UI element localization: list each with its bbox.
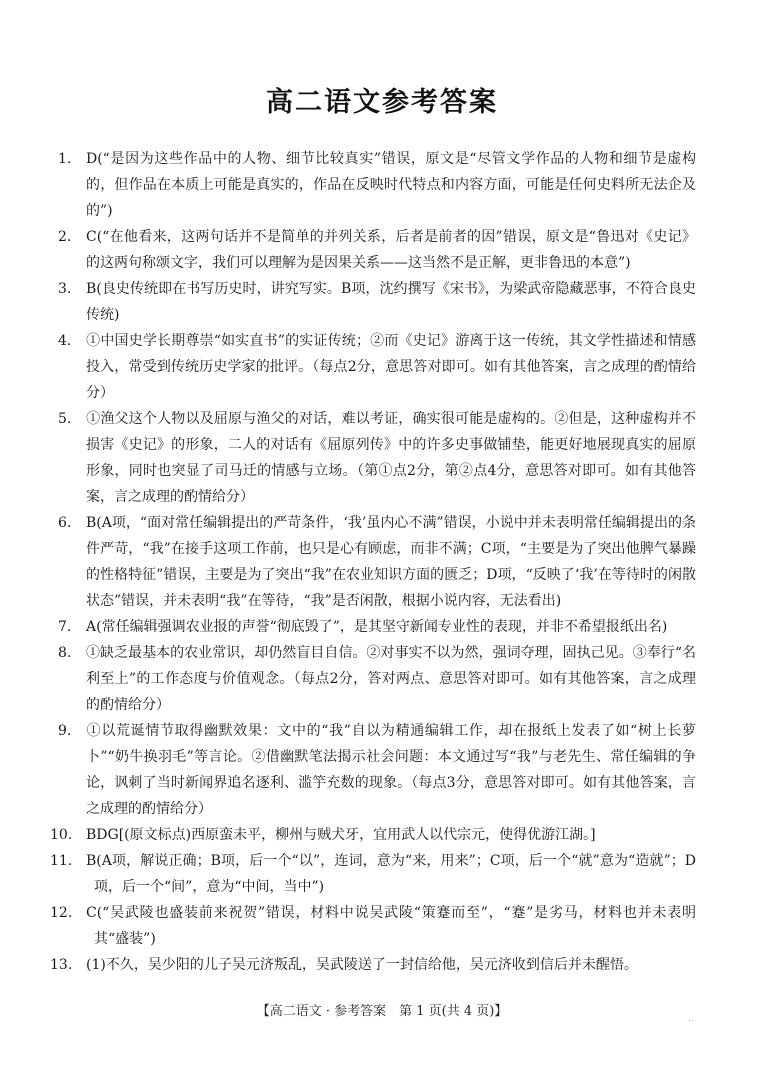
answer-text: B(A项，“面对常任编辑提出的严苛条件，‘我’虽内心不满”错误，小说中并未表明常任编辑提出的条件严苛，“我”在接手这项工作前，也只是心有顾虑，而非不满；C项，“主要是为了突出他脾气暴躁的性格特征”错误，主要是为了突出“我”在农业知识方面的匮乏；D项，“反映了‘我’在等待时的闲散状态”错误，并未表明“我”在等待，“我”是否闲散，根据小说内容，无法看出) xyxy=(86,515,696,609)
answer-number: 3. xyxy=(58,281,72,297)
page-footer: 【高二语文 · 参考答案 第 1 页(共 4 页)】 xyxy=(256,1004,508,1019)
answer-text: ①缺乏最基本的农业常识，却仍然盲目自信。②对事实不以为然，强词夺理，固执己见。③奉行“名利至上”的工作态度与价值观念。（每点2分，答对两点、意思答对即可。如有其他答案，言之成理的酌情给分） xyxy=(86,645,696,713)
answer-text: B(良史传统即在书写历史时，讲究写实。B项，沈约撰写《宋书》，为梁武帝隐藏恶事，不符合良史传统) xyxy=(86,281,696,323)
answer-number: 10. xyxy=(50,827,73,843)
answer-text: B(A项，解说正确；B项，后一个“以”，连词，意为“来，用来”；C项，后一个“就”意为“造就”；D项，后一个“间”，意为“中间，当中”) xyxy=(86,853,696,895)
answer-text: C(“在他看来，这两句话并不是简单的并列关系，后者是前者的因”错误，原文是“鲁迅对《史记》的这两句称颂文字，我们可以理解为是因果关系——这当然不是正解，更非鲁迅的本意”) xyxy=(86,229,696,271)
answer-item xyxy=(58,146,696,224)
answer-number: 1. xyxy=(58,151,72,167)
answer-text: ①中国史学长期尊崇“如实直书”的实证传统；②而《史记》游离于这一传统，其文学性描述和情感投入，常受到传统历史学家的批评。（每点2分，意思答对即可。如有其他答案，言之成理的酌情给分） xyxy=(86,333,696,401)
answer-text: ①以荒诞情节取得幽默效果：文中的“我”自以为精通编辑工作，却在报纸上发表了如“树上长萝卜”“奶牛换羽毛”等言论。②借幽默笔法揭示社会问题：本文通过写“我”与老先生、常任编辑的争论，讽刺了当时新闻界追名逐利、滥竽充数的现象。（每点3分，意思答对即可。如有其他答案，言之成理的酌情给分） xyxy=(86,723,696,817)
answer-number: 11. xyxy=(50,853,73,869)
answer-number: 13. xyxy=(50,957,73,973)
answer-text: D(“是因为这些作品中的人物、细节比较真实”错误，原文是“尽管文学作品的人物和细节是虚构的，但作品在本质上可能是真实的，作品在反映时代特点和内容方面，可能是任何史料所无法企及的”) xyxy=(86,151,696,219)
answer-number: 7. xyxy=(58,619,72,635)
answer-text: (1)不久，吴少阳的儿子吴元济叛乱，吴武陵送了一封信给他，吴元济收到信后并未醒悟。 xyxy=(86,957,638,973)
answer-item xyxy=(58,224,696,276)
answer-number: 4. xyxy=(58,333,72,349)
answer-text: C(“吴武陵也盛装前来祝贺”错误，材料中说吴武陵“策蹇而至”，“蹇”是劣马，材料也并未表明其“盛装”) xyxy=(86,905,696,947)
answer-text: ①渔父这个人物以及屈原与渔父的对话，难以考证，确实很可能是虚构的。②但是，这种虚构并不损害《史记》的形象，二人的对话有《屈原列传》中的许多史事做铺垫，能更好地展现真实的屈原形象，同时也突显了司马迁的情感与立场。（第①点2分，第②点4分，意思答对即可。如有其他答案，言之成理的酌情给分） xyxy=(86,411,696,505)
corner-mark: .. xyxy=(688,1014,694,1024)
answer-number: 5. xyxy=(58,411,72,427)
answer-item xyxy=(58,276,696,328)
answer-item xyxy=(58,328,696,406)
answer-text: BDG[(原文标点)西原蛮未平，柳州与贼犬牙，宜用武人以代宗元，使得优游江湖。] xyxy=(86,827,596,843)
answer-item xyxy=(50,952,696,978)
answer-number: 9. xyxy=(58,723,72,739)
answer-item xyxy=(50,900,696,952)
answer-item xyxy=(58,510,696,614)
answer-item xyxy=(58,614,696,640)
answer-item xyxy=(50,848,696,900)
answer-number: 6. xyxy=(58,515,72,531)
answer-item xyxy=(50,822,696,848)
answer-number: 12. xyxy=(50,905,73,921)
answer-item xyxy=(58,718,696,822)
answer-list xyxy=(50,146,696,978)
answer-item xyxy=(58,640,696,718)
page-title: 高二语文参考答案 xyxy=(266,87,498,118)
answer-number: 2. xyxy=(58,229,72,245)
answer-item xyxy=(58,406,696,510)
answer-text: A(常任编辑强调农业报的声誉“彻底毁了”，是其坚守新闻专业性的表现，并非不希望报纸出名) xyxy=(86,619,668,635)
answer-number: 8. xyxy=(58,645,72,661)
